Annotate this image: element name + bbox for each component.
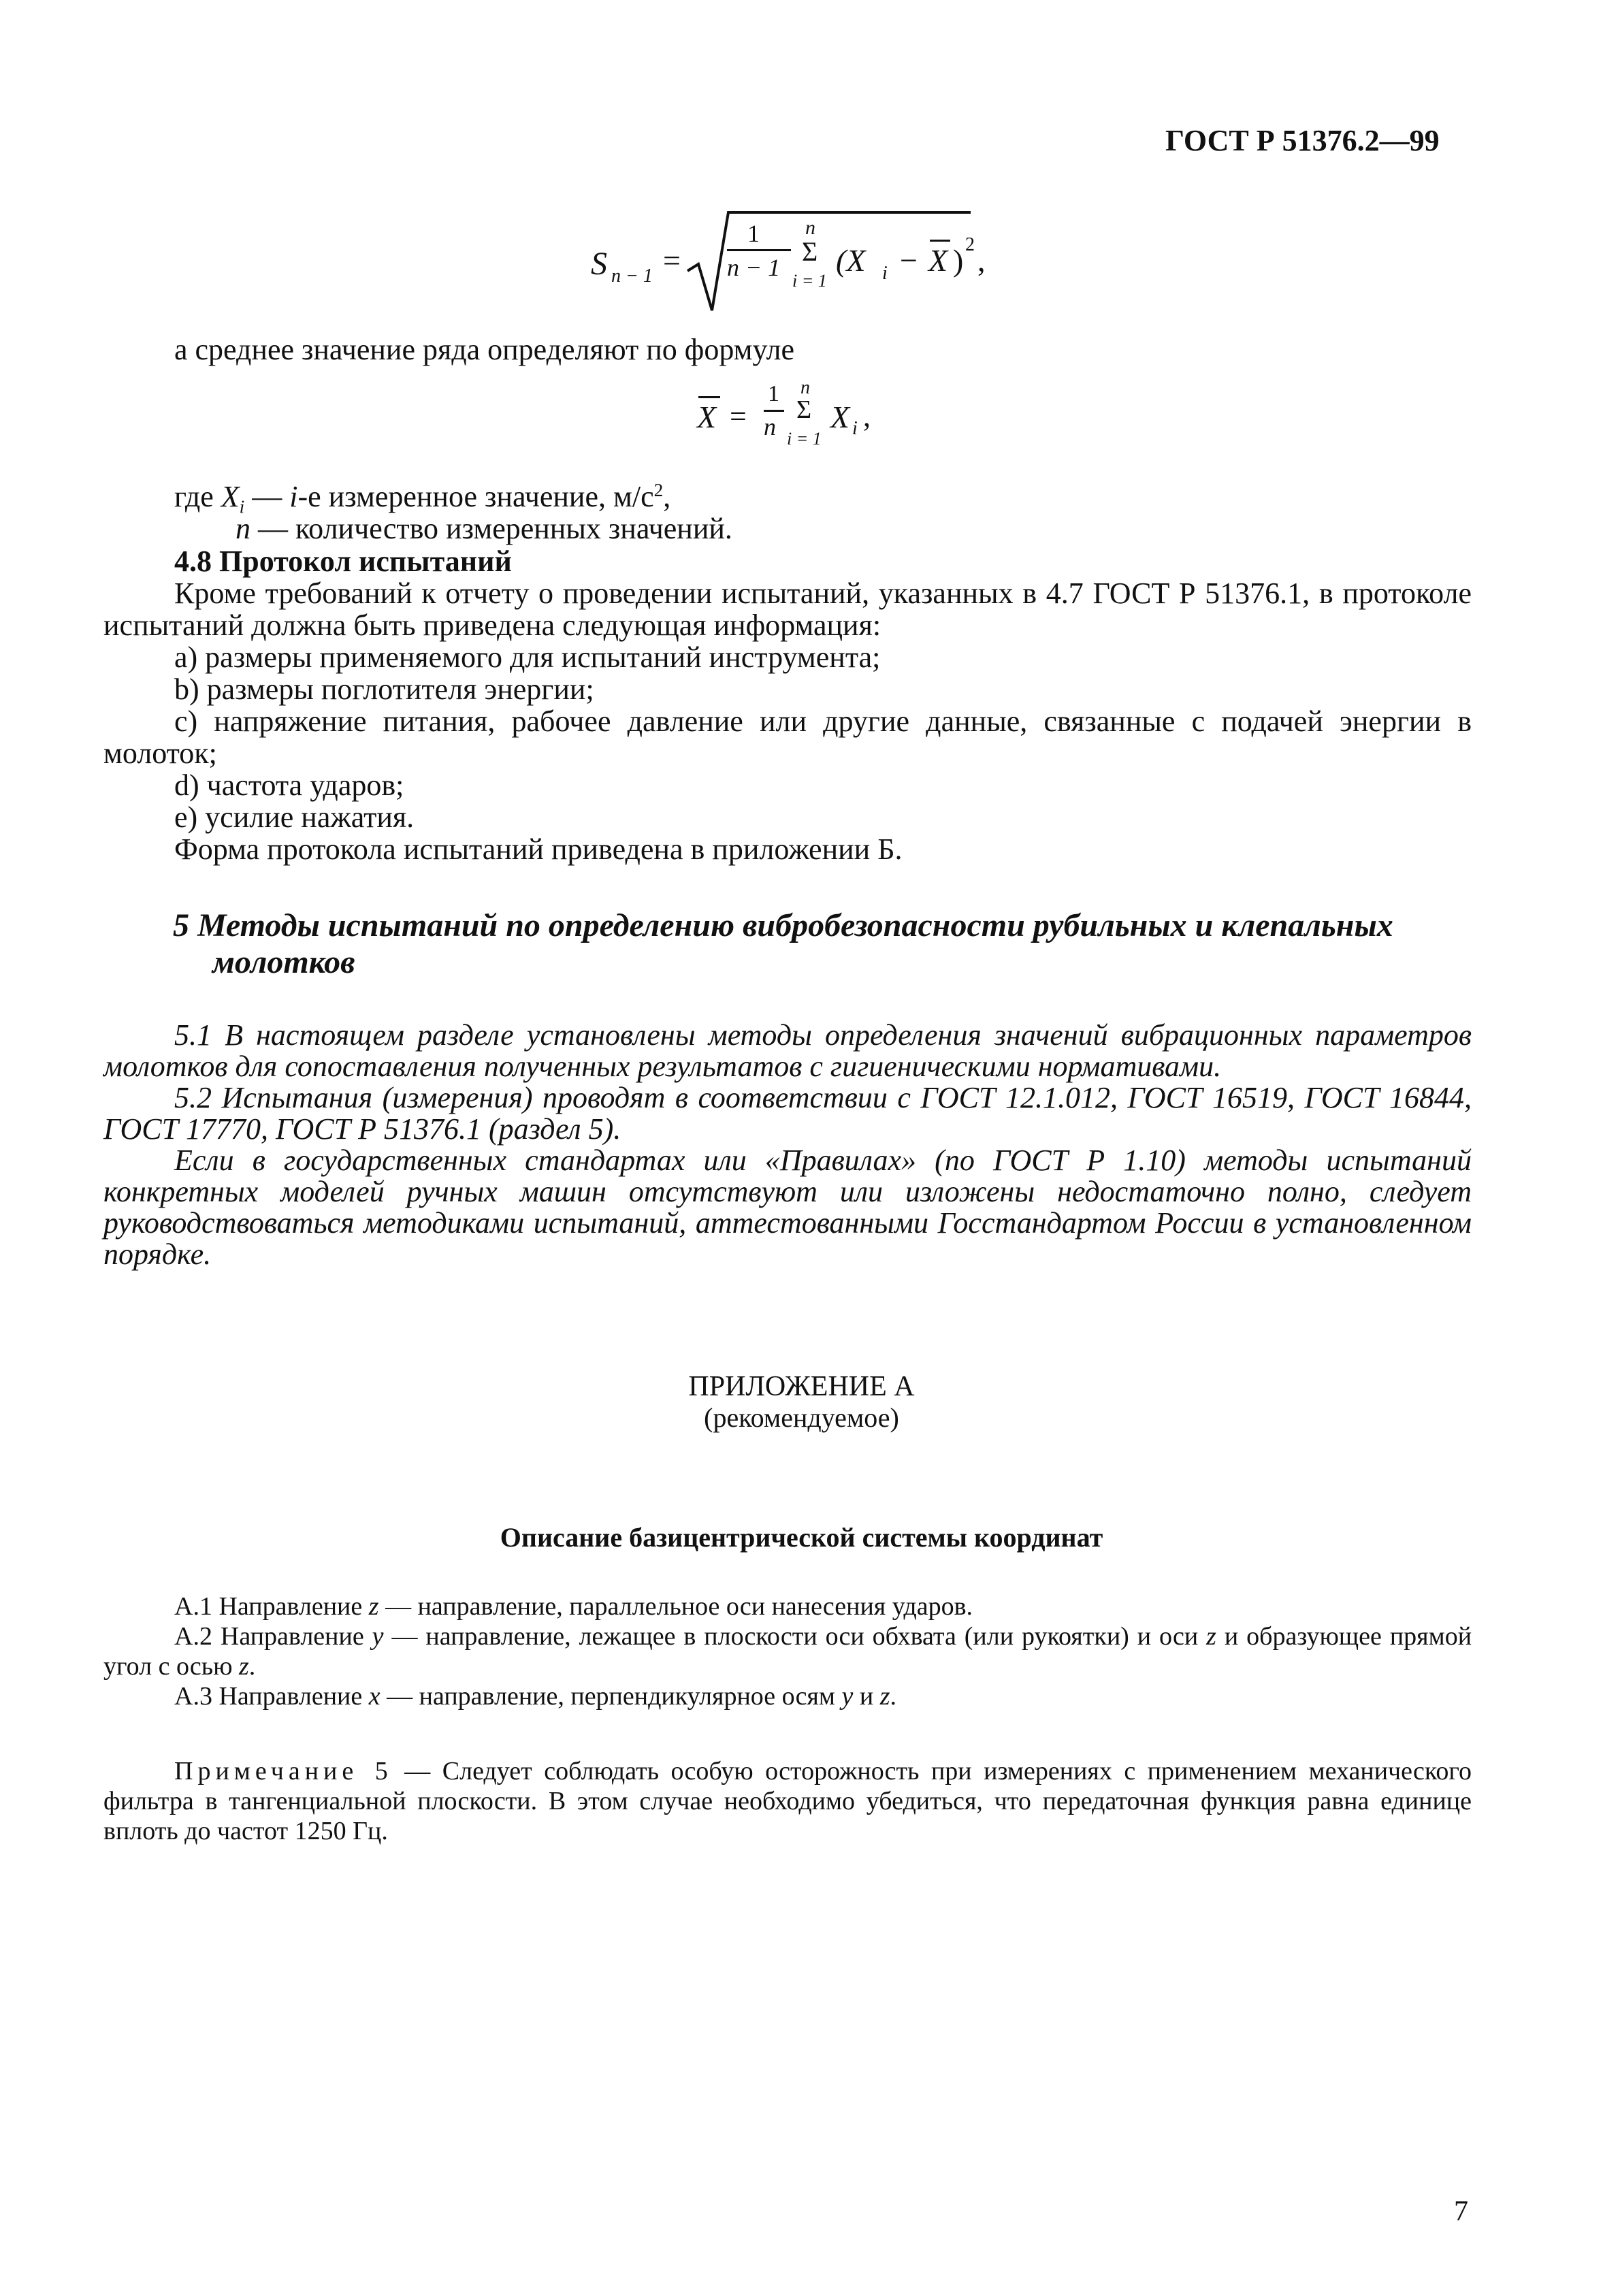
a3-text: — направление, перпендикулярное осям <box>387 1682 835 1711</box>
formula2-sum-top: n <box>800 377 810 398</box>
formula2-var-sub: i <box>852 418 858 439</box>
a3-axis-2: y <box>841 1682 854 1711</box>
section-5-title-line-2: молотков <box>212 944 355 980</box>
a2-axis: y <box>372 1622 384 1651</box>
appendix-title: ПРИЛОЖЕНИЕ А <box>688 1371 915 1402</box>
list-item-d: d) частота ударов; <box>174 769 404 802</box>
section-5-title-line-1: 5 Методы испытаний по определению вибробезопасности рубильных и клепальных <box>173 907 1393 943</box>
a1-text: — направление, параллельное оси нанесения ударов. <box>385 1592 973 1621</box>
formula1-term-sub: i <box>882 263 888 284</box>
formula1-sum-bottom: i = 1 <box>792 271 827 291</box>
formula1-eq: = <box>663 243 681 278</box>
appendix-a1 <box>103 1591 1472 1621</box>
standard-code-header: ГОСТ Р 51376.2—99 <box>1165 124 1440 157</box>
formula1-comma: , <box>977 243 986 278</box>
paragraph-5-1: 5.1 В настоящем разделе установлены методы определения значений вибрационных параметров молотков для сопоставления полученных результатов с гигиеническими нормативами. <box>103 1018 1472 1083</box>
a2-text-2: и образующее прямой угол с осью <box>103 1622 1472 1681</box>
formula2-frac-line <box>764 410 784 412</box>
where-end: , <box>663 480 671 513</box>
a1-axis: z <box>368 1592 379 1621</box>
a3-prefix: А.3 Направление <box>174 1682 363 1711</box>
a3-and: и <box>859 1682 874 1711</box>
formula1-sum-sign: Σ <box>802 236 818 267</box>
a3-axis: x <box>368 1682 380 1711</box>
a2-end: . <box>248 1652 256 1681</box>
a2-text-1: — направление, лежащее в плоскости оси обхвата (или рукоятки) и оси <box>391 1622 1199 1651</box>
appendix-a3 <box>103 1681 1472 1711</box>
formula2-frac-den: n <box>764 413 776 440</box>
where-line-2 <box>103 513 1472 545</box>
a2-axis-3: z <box>239 1652 249 1681</box>
where-prefix: где <box>174 480 214 513</box>
list-item-c: c) напряжение питания, рабочее давление или другие данные, связанные с подачей энергии в молоток; <box>103 705 1472 770</box>
formula2-bar <box>698 396 720 398</box>
formula2-eq: = <box>730 400 747 433</box>
where-text-1: -е измеренное значение, м/с <box>297 480 654 513</box>
formula1-frac-num: 1 <box>747 220 760 247</box>
section-4-8-title: 4.8 Протокол испытаний <box>174 545 512 578</box>
list-item-a: a) размеры применяемого для испытаний инструмента; <box>174 641 881 674</box>
appendix-heading: Описание базицентрической системы координат <box>500 1522 1103 1553</box>
formula1-minus: − <box>900 243 918 278</box>
formula1-sum-top: n <box>805 216 815 239</box>
where-dash: — <box>252 480 282 513</box>
formula2-frac-num: 1 <box>768 381 779 406</box>
mean-intro-text: а среднее значение ряда определяют по формуле <box>174 333 795 366</box>
paragraph-5-2: 5.2 Испытания (измерения) проводят в соответствии с ГОСТ 12.1.012, ГОСТ 16519, ГОСТ 16844, ГОСТ 17770, ГОСТ Р 51376.1 (раздел 5). <box>103 1081 1472 1146</box>
a3-end: . <box>890 1682 896 1711</box>
where-var-x: X <box>221 480 240 513</box>
a3-axis-3: z <box>879 1682 890 1711</box>
a2-prefix: А.2 Направление <box>174 1622 364 1651</box>
where-var-n: n <box>236 512 250 545</box>
formula2-var: X <box>830 400 850 434</box>
formula1-bar-x: X <box>928 243 948 278</box>
formula1-power: 2 <box>965 234 975 255</box>
note-text: — Следует соблюдать особую осторожность при измерениях с применением механического фильтра в тангенциальной плоскости. В этом случае необходимо убедиться, что передаточная функция равна единице вплоть до частот 1250 Гц. <box>103 1757 1472 1845</box>
paragraph-5-3: Если в государственных стандартах или «Правилах» (по ГОСТ Р 1.10) методы испытаний конкретных моделей ручных машин отсутствуют или изложены недостаточно полно, следует руководствоваться методиками испытаний, аттестованными Госстандартом России в установленном порядке. <box>103 1144 1472 1271</box>
formula1-bar <box>930 240 950 242</box>
list-item-e: e) усилие нажатия. <box>174 801 415 834</box>
formula2-comma: , <box>863 400 871 433</box>
where-text-2: — количество измеренных значений. <box>258 512 732 545</box>
formula1-frac-den: n − 1 <box>727 254 781 281</box>
where-i: i <box>289 480 298 513</box>
mean-intro <box>103 334 1472 366</box>
formula1-lhs-sub: n − 1 <box>611 265 653 287</box>
page-number: 7 <box>1454 2196 1468 2227</box>
formula1-lhs: S <box>591 246 607 282</box>
where-var-x-sub: i <box>239 496 245 517</box>
formula1-frac-line <box>727 249 791 251</box>
formula1-term: (X <box>836 243 866 278</box>
section-4-8-outro: Форма протокола испытаний приведена в приложении Б. <box>174 832 903 866</box>
formula2-lhs: X <box>697 400 717 434</box>
appendix-a2 <box>103 1621 1472 1681</box>
list-item-b: b) размеры поглотителя энергии; <box>174 673 594 706</box>
appendix-subtitle: (рекомендуемое) <box>704 1402 899 1433</box>
note-label: Примечание 5 <box>174 1757 393 1785</box>
a2-axis-2: z <box>1206 1622 1216 1651</box>
where-power: 2 <box>653 480 664 500</box>
a1-prefix: А.1 Направление <box>174 1592 363 1621</box>
section-4-8-intro: Кроме требований к отчету о проведении испытаний, указанных в 4.7 ГОСТ Р 51376.1, в протоколе испытаний должна быть приведена следующая информация: <box>103 577 1472 642</box>
formula1-close: ) <box>953 243 964 278</box>
formula2-sum-bottom: i = 1 <box>787 429 822 449</box>
formula2-sum-sign: Σ <box>796 395 812 424</box>
appendix-note <box>103 1756 1472 1846</box>
